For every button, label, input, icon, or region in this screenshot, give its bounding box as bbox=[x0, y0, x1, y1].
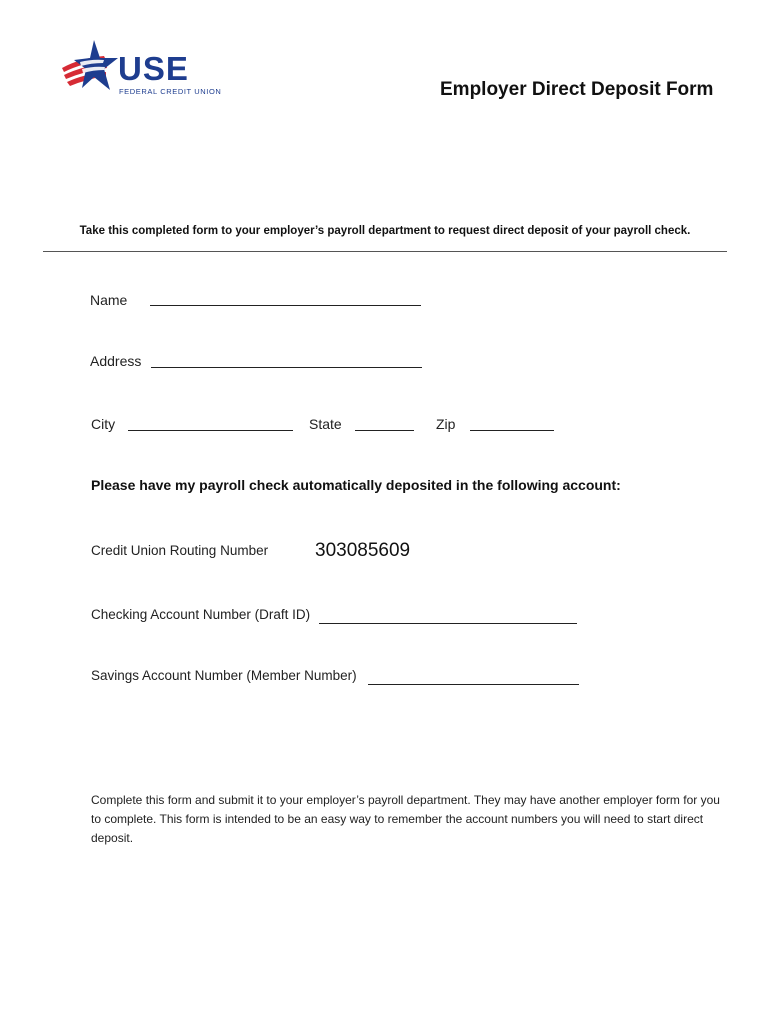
city-label: City bbox=[91, 416, 116, 432]
name-field[interactable] bbox=[150, 305, 421, 306]
logo-wordmark: USE bbox=[118, 50, 189, 87]
account-heading: Please have my payroll check automatically deposited in the following account: bbox=[91, 477, 621, 493]
state-label: State bbox=[309, 416, 342, 432]
form-title: Employer Direct Deposit Form bbox=[440, 79, 714, 100]
savings-account-field[interactable] bbox=[368, 684, 579, 685]
zip-field[interactable] bbox=[470, 430, 554, 431]
name-label: Name bbox=[90, 292, 128, 308]
address-label: Address bbox=[90, 353, 142, 369]
footnote-text: Complete this form and submit it to your employer’s payroll department. They may have another employer form for you to complete. This form is intended to be an easy way to remember the account numbers you will need to start direct deposit. bbox=[91, 793, 720, 845]
header-divider bbox=[43, 251, 727, 252]
checking-label: Checking Account Number (Draft ID) bbox=[91, 607, 311, 622]
logo-subtitle: FEDERAL CREDIT UNION bbox=[119, 87, 222, 96]
zip-label: Zip bbox=[436, 416, 456, 432]
instruction-text: Take this completed form to your employer’s payroll department to request direct deposit of your payroll check. bbox=[79, 225, 691, 237]
checking-account-field[interactable] bbox=[319, 623, 577, 624]
city-field[interactable] bbox=[128, 430, 293, 431]
state-field[interactable] bbox=[355, 430, 414, 431]
routing-label: Credit Union Routing Number bbox=[91, 543, 269, 558]
savings-label: Savings Account Number (Member Number) bbox=[91, 668, 357, 683]
routing-number: 303085609 bbox=[315, 540, 411, 561]
address-field[interactable] bbox=[151, 367, 422, 368]
